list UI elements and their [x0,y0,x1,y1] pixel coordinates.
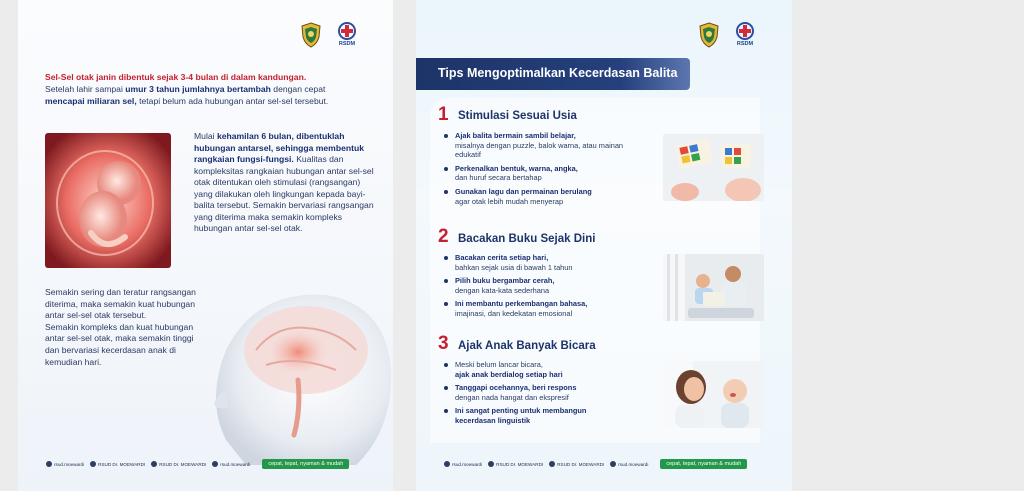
footer-label: rsud.moewardi [54,461,85,467]
mother-baby-talking-photo [663,361,764,428]
dev-highlight: kehamilan 6 bulan, dibentuklah hubungan antarsel, sehingga membentuk rangkaian fungsi-fungsi. [194,131,364,164]
stim-text-1: Semakin sering dan teratur rangsangan diterima, maka semakin kuat hubungan antar sel-sel otak tersebut. [45,287,196,321]
bullet-bold: Ini sangat penting untuk membangun [455,406,587,416]
bullet-item [443,360,638,379]
bullet-item [443,253,638,272]
logo-group [698,22,758,48]
bullet-item [443,299,638,318]
section-title: Stimulasi Sesuai Usia [458,110,577,122]
stim-text-2: Semakin kompleks dan kuat hubungan antar sel-sel otak, maka semakin tinggi dan bervariasi kecerdasan anak di kemudian hari. [45,321,194,367]
section-bullets [443,131,638,210]
footer-tiktok[interactable] [212,461,250,467]
bullet-rest: imajinasi, dan kedekatan emosional [455,308,573,318]
rsdm-label: RSDM [736,41,754,47]
bullet-item [443,406,638,425]
provincial-crest-icon [300,22,322,48]
footer-bar [444,459,747,469]
puzzle-play-photo [663,134,764,201]
bullet-rest: dengan nada hangat dan ekspresif [455,392,569,402]
bullet-rest: bahkan sejak usia di bawah 1 tahun [455,262,573,272]
footer-youtube[interactable] [151,461,206,467]
baby-brain-illustration [186,270,393,465]
tiktok-icon [212,461,218,467]
bullet-item [443,164,638,183]
bullet-bold: Gunakan lagu dan permainan berulang [455,186,592,196]
development-paragraph [194,131,374,235]
instagram-icon [444,461,450,467]
rsdm-logo [334,22,360,47]
section-title: Bacakan Buku Sejak Dini [458,233,596,245]
footer-label: rsud.moewardi [452,461,483,467]
section-title: Ajak Anak Banyak Bicara [458,340,596,352]
fetus-illustration [45,133,171,268]
intro-highlight-d: mencapai miliaran sel, [45,96,137,107]
footer-label: RSUD Dr. MOEWARDI [98,461,146,467]
footer-label: RSUD Dr. MOEWARDI [496,461,544,467]
intro-text-e: tetapi belum ada hubungan antar sel-sel tersebut. [139,96,329,107]
intro-highlight-b: umur 3 tahun jumlahnya bertambah [125,84,271,95]
footer-instagram[interactable] [444,461,482,467]
bullet-bold: Tanggapi ocehannya, beri respons [455,383,577,393]
bullet-bold: ajak anak berdialog setiap hari [455,369,563,379]
footer-bar [46,459,349,469]
tiktok-icon [610,461,616,467]
intro-paragraph [45,71,365,108]
bullet-bold: Perkenalkan bentuk, warna, angka, [455,163,578,173]
footer-label: RSUD Dr. MOEWARDI [557,461,605,467]
intro-text-a: Setelah lahir sampai [45,84,123,95]
section-number: 1 [438,104,449,125]
section-bullets [443,360,638,430]
rsdm-icon [338,22,356,40]
reading-together-photo [663,254,764,321]
section-bullets [443,253,638,323]
section-number: 3 [438,333,449,354]
bullet-bold: Ajak balita bermain sambil belajar, [455,131,576,140]
bullet-bold: Ini membantu perkembangan bahasa, [455,299,588,309]
footer-facebook[interactable] [90,461,145,467]
bullet-rest: misalnya dengan puzzle, balok warna, atau mainan edukatif [455,140,624,160]
youtube-icon [549,461,555,467]
bullet-rest: dengan kata-kata sederhana [455,285,550,295]
dev-text-2: Kualitas dan kompleksitas rangkaian hubungan antar sel-sel otak ditentukan oleh stimulasi (rangsangan) yang dilakukan oleh lingkungan kepada bayi-balita tersebut. Semakin bervariasi rangsangan yang diterima maka semakin kompleks hubungan antar sel-sel otak. [194,154,374,233]
footer-label: RSUD Dr. MOEWARDI [159,461,207,467]
footer-tagline: cepat, tepat, nyaman & mudah [262,459,349,469]
bullet-bold-rest: kecerdasan linguistik [455,415,531,425]
section-number: 2 [438,226,449,247]
provincial-crest-icon [698,22,720,48]
footer-facebook[interactable] [488,461,543,467]
footer-tagline: cepat, tepat, nyaman & mudah [660,459,747,469]
bullet-bold: Bacakan cerita setiap hari, [455,253,549,262]
youtube-icon [151,461,157,467]
footer-label: rsud.moewardi [618,461,649,467]
bullet-item [443,131,638,160]
rsdm-label: RSDM [338,41,356,47]
facebook-icon [488,461,494,467]
footer-label: rsud.moewardi [220,461,251,467]
bullet-item [443,276,638,295]
tips-banner: Tips Mengoptimalkan Kecerdasan Balita [416,58,690,90]
footer-tiktok[interactable] [610,461,648,467]
bullet-rest: agar otak lebih mudah menyerap [455,196,564,206]
footer-youtube[interactable] [549,461,604,467]
instagram-icon [46,461,52,467]
bullet-bold: Pilih buku bergambar cerah, [455,276,555,286]
bullet-rest: dan huruf secara bertahap [455,173,542,183]
bullet-lead: Meski belum lancar bicara, [455,360,543,369]
logo-group [300,22,360,48]
bullet-item [443,383,638,402]
dev-text-1: Mulai [194,131,215,141]
left-page [18,0,393,491]
stimulation-paragraph [45,287,197,368]
intro-body [45,83,365,107]
rsdm-icon [736,22,754,40]
intro-lead: Sel-Sel otak janin dibentuk sejak 3-4 bulan di dalam kandungan. [45,72,307,82]
facebook-icon [90,461,96,467]
right-page [416,0,792,491]
intro-text-c: dengan cepat [273,84,326,95]
bullet-item [443,187,638,206]
footer-instagram[interactable] [46,461,84,467]
rsdm-logo [732,22,758,47]
